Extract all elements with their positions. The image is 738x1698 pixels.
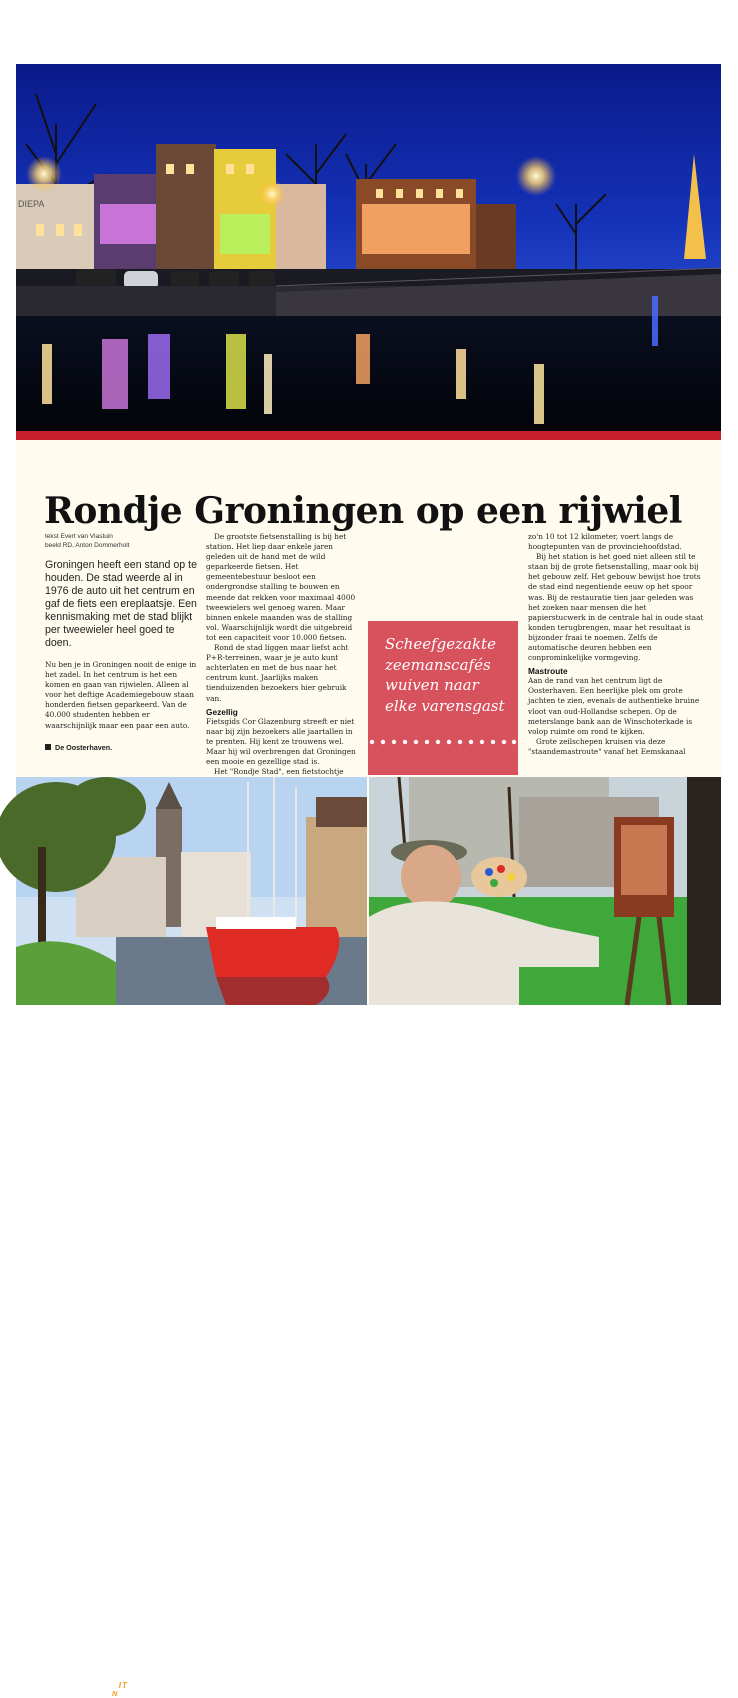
- quote-line: elke varensgast: [385, 696, 505, 715]
- credit-photo: beeld RD, Anton Dommerholt: [45, 542, 130, 549]
- pull-quote: [368, 621, 518, 775]
- credit-text: tekst Evert van Vlastuin: [45, 533, 113, 540]
- body-paragraph: Rond de stad liggen maar liefst acht P+R-terreinen, waar je je auto kunt achterlaten en met de bus naar het centrum kunt. Jaarlijks maken tienduizenden bezoekers hier gebruik van.: [206, 643, 349, 703]
- red-divider-bar: [16, 431, 721, 440]
- photo-street-painter: [369, 777, 721, 1005]
- body-paragraph: zo'n 10 tot 12 kilometer, voert langs de hoogtepunten van de provinciehoofdstad.: [528, 532, 682, 552]
- photo-caption: [45, 743, 197, 753]
- subheading: Gezellig: [206, 706, 238, 717]
- hero-photo-groningen-canal: [16, 64, 721, 431]
- logo-letter: N: [112, 1689, 118, 1698]
- uit-nederland-logo: [112, 1682, 159, 1698]
- article-title: Rondje Groningen op een rijwiel: [44, 490, 682, 533]
- photo-oosterhaven: [16, 777, 367, 1698]
- byline: [45, 532, 197, 550]
- body-paragraph: Grote zeilschepen kruisen via deze "staandemastroute" vanaf het Eemskanaal: [528, 736, 686, 756]
- quote-line: zeemanscafés: [385, 655, 491, 674]
- column-3: [528, 532, 706, 757]
- body-paragraph: Het "Rondje Stad", een fietstochtje: [214, 767, 344, 777]
- body-paragraph: Fietsgids Cor Glazenburg streeft er niet naar bij zijn bezoekers alle jaartallen in te prenten. Hij kent ze trouwens wel. Maar hij wil overbrengen dat Groningen een mooie en gezellige stad is.: [206, 716, 356, 766]
- caption-text: De Oosterhaven.: [55, 742, 113, 752]
- logo-letters: EDERLAND: [117, 1689, 160, 1698]
- body-paragraph: De grootste fietsenstalling is bij het station. Het liep daar enkele jaren geleden uit de hand met de wild geparkeerde fietsen. Het gemeentebestuur besloot een ondergrondse stalling te bouwen en meende dat rekken voor maximaal 4000 tweewielers wel genoeg waren. Maar binnen enkele maanden was de stalling vol. Waarschijnlijk wordt die uitgebreid tot een capaciteit voor 10.000 fietsen.: [206, 532, 356, 642]
- quote-line: Scheefgezakte: [385, 635, 496, 653]
- body-paragraph: Aan de rand van het centrum ligt de Oosterhaven. Een heerlijke plek om grote jachten te zien, evenals de authentieke bruine vloot van oud-Hollandse schepen. Op de meterslange bank aan de Winschoterkade is volop ruimte om rond te kijken.: [528, 676, 700, 736]
- magazine-page: [16, 64, 721, 1698]
- column-2: [206, 532, 358, 787]
- logo-letters: IT: [118, 1681, 128, 1690]
- body-paragraph: Bij het station is het goed niet alleen stil te staan bij de grote fietsenstalling, maar ook bij het gebouw zelf. Het gebouw bewijst hoe trots de stad eind negentiende eeuw op het spoor was. Bij de restauratie tien jaar geleden was het zoeken naar mensen die het papierstucwerk in de centrale hal in oude staat konden terugbrengen, maar het resultaat is bijzonder fraai te noemen. Zelfs de automatische deuren hebben een conprominkelijke vormgeving.: [528, 552, 704, 663]
- subheading: Mastroute: [528, 666, 568, 677]
- body-paragraph: Nu ben je in Groningen nooit de enige in het zadel. In het centrum is het een komen en gaan van rijwielen. Alleen al voor het deftige Academiegebouw staan honderden fietsen geparkeerd. Van de 40.000 studenten hebben er waarschijnlijk maar een paar een auto.: [45, 660, 197, 730]
- logo-letter: U: [112, 1681, 119, 1690]
- intro-paragraph: Groningen heeft een stand op te houden. De stad weerde al in 1976 de auto uit het centrum en gaf de fiets een ereplaatsje. Een kennismaking met de stad blijkt per tweewieler heel goed te doen.: [45, 559, 197, 649]
- quote-line: wuiven naar: [385, 676, 479, 694]
- svg-text:DIEPA: DIEPA: [18, 199, 45, 209]
- square-bullet-icon: [45, 744, 51, 750]
- page-number: PAGINA 6: [46, 1687, 81, 1696]
- column-1: [45, 532, 197, 753]
- dotted-rule: [368, 737, 518, 747]
- pull-quote-text: [368, 621, 518, 716]
